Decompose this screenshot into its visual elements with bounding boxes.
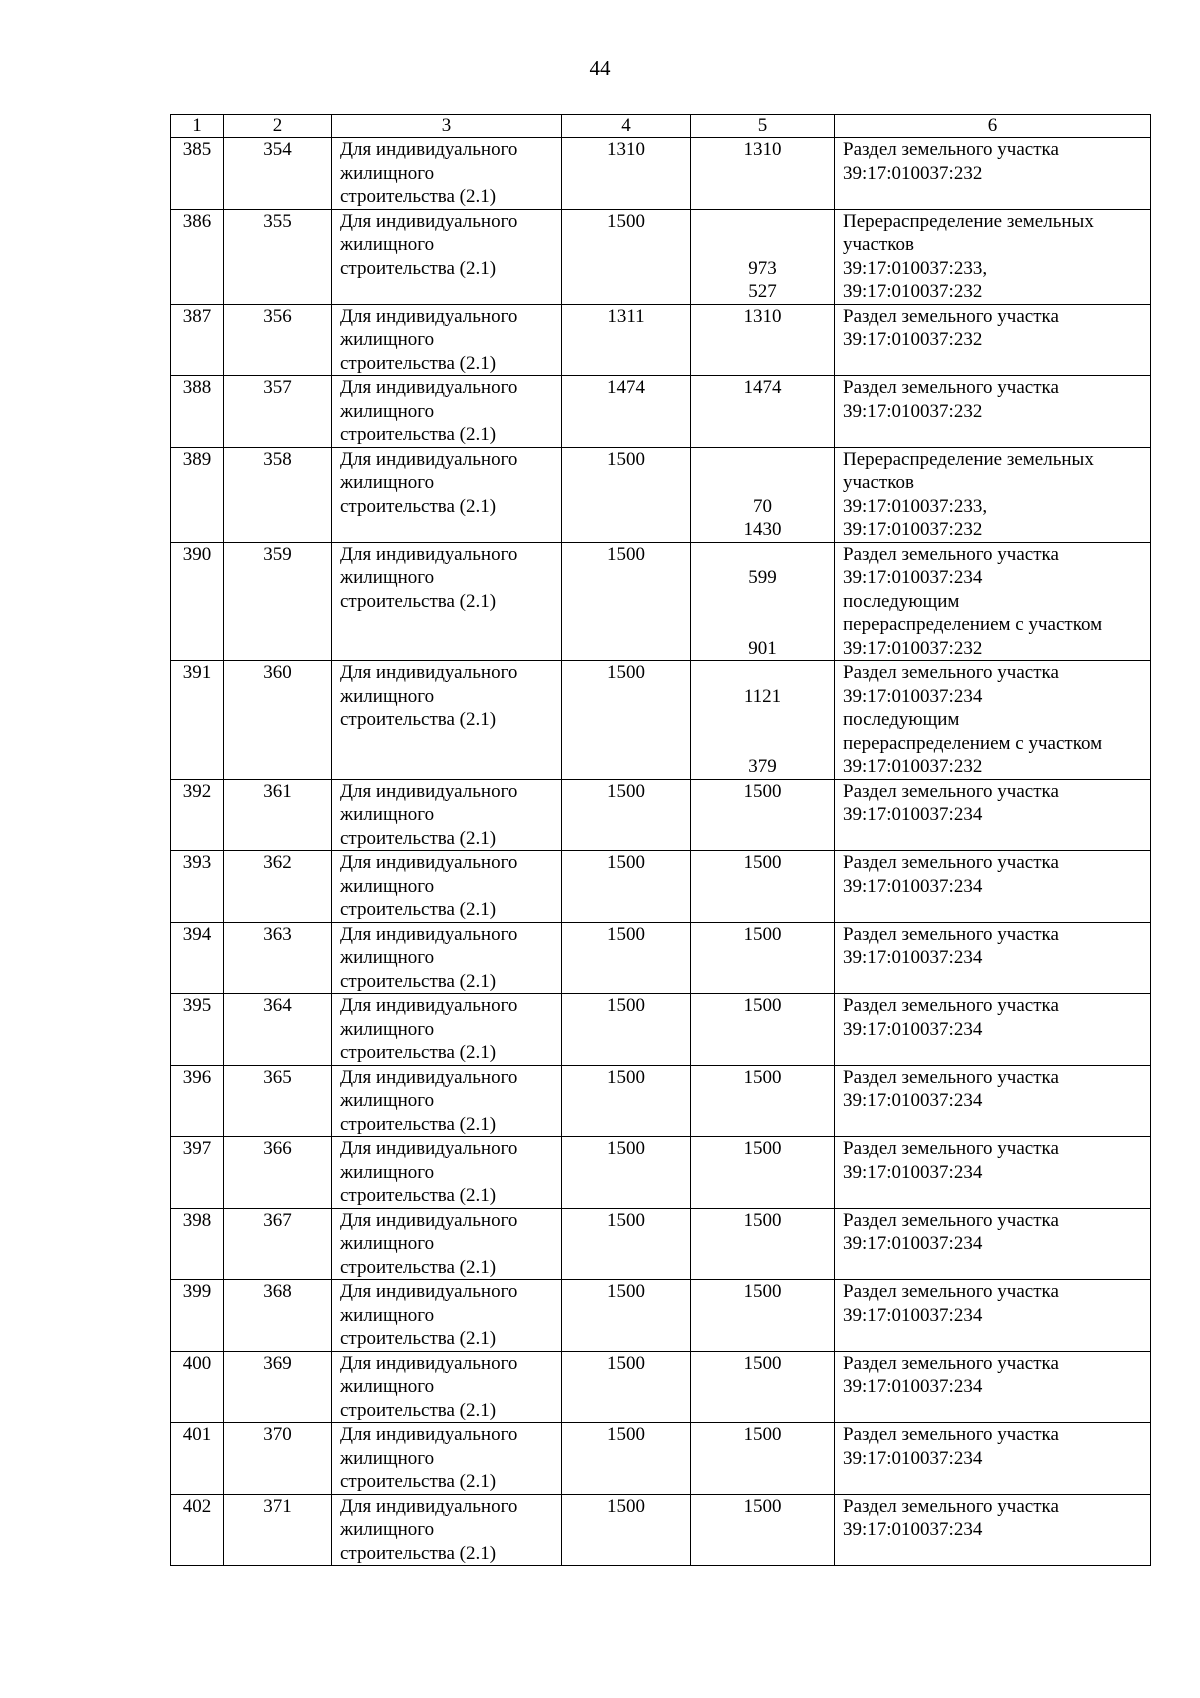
cell-line: жилищного <box>340 804 435 825</box>
formation-method-cell <box>835 304 1151 376</box>
cell-line: Раздел земельного участка <box>843 139 1059 160</box>
row-number-cell: 392 <box>171 779 224 851</box>
cell-line: Раздел земельного участка <box>843 1424 1059 1445</box>
planned-area-cell: 1500 <box>562 1351 691 1423</box>
plot-number-cell: 355 <box>224 209 332 304</box>
row-number-cell: 386 <box>171 209 224 304</box>
cell-line: последующим <box>843 709 960 730</box>
cell-line: Раздел земельного участка <box>843 1209 1059 1231</box>
cell-line: жилищного <box>340 472 435 493</box>
column-header: 4 <box>562 115 691 138</box>
planned-area-cell: 1500 <box>562 994 691 1066</box>
cell-line: жилищного <box>340 400 435 422</box>
cell-line: Перераспределение земельных <box>843 448 1094 470</box>
formation-method-cell <box>835 661 1151 780</box>
table-row <box>171 138 1151 210</box>
plot-number-cell: 370 <box>224 1423 332 1495</box>
table-row <box>171 1423 1151 1495</box>
cell-line <box>699 210 826 234</box>
cell-line: 39:17:010037:232 <box>843 329 983 350</box>
cell-line: строительства (2.1) <box>340 899 497 920</box>
cell-line: 1121 <box>743 685 782 707</box>
cell-line: жилищного <box>340 162 435 184</box>
cell-line: строительства (2.1) <box>340 495 497 517</box>
planned-area-cell: 1474 <box>562 376 691 448</box>
planned-area-cell: 1500 <box>562 209 691 304</box>
formation-method-cell <box>835 851 1151 923</box>
cell-line <box>699 471 826 495</box>
cell-line: Для индивидуального <box>340 1352 518 1374</box>
plot-number-cell: 366 <box>224 1137 332 1209</box>
planned-area-cell: 1500 <box>562 1423 691 1495</box>
planned-area-cell: 1311 <box>562 304 691 376</box>
cell-line: строительства (2.1) <box>340 1042 497 1063</box>
cell-line <box>699 732 826 756</box>
planned-area-cell: 1500 <box>562 851 691 923</box>
area-value-cell <box>691 661 835 780</box>
cell-line: 1500 <box>743 780 782 802</box>
permitted-use-cell <box>332 1494 562 1566</box>
cell-line: 1500 <box>743 995 782 1016</box>
row-number-cell: 395 <box>171 994 224 1066</box>
cell-line: 39:17:010037:232 <box>843 281 983 302</box>
formation-method-cell <box>835 1280 1151 1352</box>
permitted-use-cell <box>332 376 562 448</box>
cell-line: Раздел земельного участка <box>843 377 1059 398</box>
permitted-use-cell <box>332 922 562 994</box>
cell-line: 973 <box>748 257 777 279</box>
cell-line: Для индивидуального <box>340 543 518 565</box>
cell-line: строительства (2.1) <box>340 186 497 207</box>
cell-line: перераспределением с участком <box>843 614 1103 635</box>
permitted-use-cell <box>332 542 562 661</box>
formation-method-cell <box>835 1494 1151 1566</box>
cell-line: Раздел земельного участка <box>843 923 1059 945</box>
cell-line: 599 <box>748 567 777 588</box>
cell-line: 39:17:010037:234 <box>843 1018 983 1040</box>
plot-number-cell: 371 <box>224 1494 332 1566</box>
cell-line: 1500 <box>743 852 782 873</box>
cell-line: Раздел земельного участка <box>843 780 1059 802</box>
column-header: 5 <box>691 115 835 138</box>
plot-number-cell: 363 <box>224 922 332 994</box>
cell-line: жилищного <box>340 1018 435 1040</box>
cell-line: Для индивидуального <box>340 852 518 873</box>
plot-number-cell: 360 <box>224 661 332 780</box>
cell-line: участков <box>843 472 914 493</box>
table-row <box>171 209 1151 304</box>
cell-line: 39:17:010037:234 <box>843 947 983 968</box>
permitted-use-cell <box>332 1280 562 1352</box>
planned-area-cell: 1310 <box>562 138 691 210</box>
cell-line: жилищного <box>340 1233 435 1254</box>
cell-line: 1500 <box>743 1424 782 1445</box>
cell-line: строительства (2.1) <box>340 1471 497 1492</box>
formation-method-cell <box>835 1423 1151 1495</box>
cell-line: 39:17:010037:232 <box>843 162 983 184</box>
formation-method-cell <box>835 779 1151 851</box>
area-value-cell <box>691 138 835 210</box>
cell-line: строительства (2.1) <box>340 1399 497 1421</box>
cell-line: строительства (2.1) <box>340 1113 497 1135</box>
cell-line: строительства (2.1) <box>340 827 497 849</box>
row-number-cell: 394 <box>171 922 224 994</box>
table-row <box>171 994 1151 1066</box>
cell-line: Для индивидуального <box>340 923 518 945</box>
area-value-cell <box>691 1494 835 1566</box>
permitted-use-cell <box>332 209 562 304</box>
cell-line <box>699 590 826 614</box>
formation-method-cell <box>835 994 1151 1066</box>
area-value-cell <box>691 1065 835 1137</box>
cell-line: 39:17:010037:234 <box>843 567 983 588</box>
formation-method-cell <box>835 1208 1151 1280</box>
planned-area-cell: 1500 <box>562 1137 691 1209</box>
permitted-use-cell <box>332 661 562 780</box>
cell-line: Для индивидуального <box>340 1495 518 1517</box>
area-value-cell <box>691 1280 835 1352</box>
cell-line: жилищного <box>340 567 435 588</box>
cell-line: Для индивидуального <box>340 1424 518 1445</box>
formation-method-cell <box>835 1065 1151 1137</box>
cell-line: жилищного <box>340 947 435 968</box>
cell-line: Для индивидуального <box>340 139 518 160</box>
plot-number-cell: 361 <box>224 779 332 851</box>
cell-line: 39:17:010037:234 <box>843 685 983 707</box>
cell-line: 1500 <box>743 1352 782 1374</box>
cell-line: жилищного <box>340 234 435 255</box>
cell-line: жилищного <box>340 1519 435 1540</box>
area-value-cell <box>691 1208 835 1280</box>
cell-line: 39:17:010037:233, <box>843 495 988 517</box>
cell-line: Раздел земельного участка <box>843 995 1059 1016</box>
page-number: 44 <box>589 56 611 80</box>
cell-line <box>699 543 826 567</box>
plot-number-cell: 367 <box>224 1208 332 1280</box>
cell-line: Для индивидуального <box>340 1281 518 1302</box>
cell-line: строительства (2.1) <box>340 424 497 445</box>
area-value-cell <box>691 304 835 376</box>
cell-line: 39:17:010037:232 <box>843 756 983 777</box>
row-number-cell: 390 <box>171 542 224 661</box>
cell-line: Раздел земельного участка <box>843 543 1059 565</box>
cell-line: Для индивидуального <box>340 1209 518 1231</box>
cell-line: строительства (2.1) <box>340 1185 497 1206</box>
cell-line: 39:17:010037:232 <box>843 400 983 422</box>
formation-method-cell <box>835 138 1151 210</box>
cell-line: 39:17:010037:234 <box>843 1447 983 1469</box>
registry-table <box>170 114 1151 1566</box>
area-value-cell <box>691 209 835 304</box>
row-number-cell: 396 <box>171 1065 224 1137</box>
cell-line: Для индивидуального <box>340 377 518 398</box>
cell-line: 39:17:010037:234 <box>843 804 983 825</box>
planned-area-cell: 1500 <box>562 1065 691 1137</box>
cell-line: Раздел земельного участка <box>843 662 1059 683</box>
plot-number-cell: 354 <box>224 138 332 210</box>
cell-line: 901 <box>748 637 777 659</box>
row-number-cell: 393 <box>171 851 224 923</box>
cell-line: 39:17:010037:234 <box>843 1519 983 1540</box>
cell-line <box>699 233 826 257</box>
cell-line: 379 <box>748 756 777 777</box>
area-value-cell <box>691 851 835 923</box>
table-row <box>171 542 1151 661</box>
formation-method-cell <box>835 376 1151 448</box>
cell-line: строительства (2.1) <box>340 590 497 612</box>
cell-line <box>699 448 826 472</box>
row-number-cell: 389 <box>171 447 224 542</box>
row-number-cell: 387 <box>171 304 224 376</box>
plot-number-cell: 356 <box>224 304 332 376</box>
column-header: 6 <box>835 115 1151 138</box>
cell-line: жилищного <box>340 1304 435 1326</box>
table-row <box>171 1351 1151 1423</box>
planned-area-cell: 1500 <box>562 922 691 994</box>
formation-method-cell <box>835 922 1151 994</box>
cell-line: 1310 <box>743 305 782 327</box>
planned-area-cell: 1500 <box>562 1208 691 1280</box>
table-row <box>171 1137 1151 1209</box>
cell-line: Раздел земельного участка <box>843 1066 1059 1088</box>
cell-line: жилищного <box>340 1376 435 1397</box>
planned-area-cell: 1500 <box>562 542 691 661</box>
area-value-cell <box>691 994 835 1066</box>
cell-line: Для индивидуального <box>340 1066 518 1088</box>
planned-area-cell: 1500 <box>562 779 691 851</box>
table-row <box>171 661 1151 780</box>
cell-line: 1500 <box>743 1209 782 1231</box>
permitted-use-cell <box>332 1351 562 1423</box>
permitted-use-cell <box>332 779 562 851</box>
cell-line: жилищного <box>340 685 435 707</box>
plot-number-cell: 362 <box>224 851 332 923</box>
cell-line: 1500 <box>743 1138 782 1159</box>
cell-line: Перераспределение земельных <box>843 210 1094 232</box>
cell-line: Для индивидуального <box>340 1138 518 1159</box>
cell-line: 39:17:010037:233, <box>843 257 988 279</box>
cell-line: 39:17:010037:234 <box>843 875 983 897</box>
cell-line: 39:17:010037:234 <box>843 1161 983 1183</box>
column-header: 2 <box>224 115 332 138</box>
cell-line: Для индивидуального <box>340 210 518 232</box>
cell-line: строительства (2.1) <box>340 970 497 992</box>
permitted-use-cell <box>332 1065 562 1137</box>
cell-line: 39:17:010037:234 <box>843 1376 983 1397</box>
area-value-cell <box>691 1351 835 1423</box>
plot-number-cell: 357 <box>224 376 332 448</box>
row-number-cell: 402 <box>171 1494 224 1566</box>
row-number-cell: 400 <box>171 1351 224 1423</box>
area-value-cell <box>691 779 835 851</box>
cell-line: перераспределением с участком <box>843 732 1103 754</box>
table-row <box>171 1494 1151 1566</box>
plot-number-cell: 364 <box>224 994 332 1066</box>
cell-line: участков <box>843 234 914 255</box>
cell-line: 1500 <box>743 923 782 945</box>
row-number-cell: 388 <box>171 376 224 448</box>
cell-line: Раздел земельного участка <box>843 1138 1059 1159</box>
cell-line: Раздел земельного участка <box>843 1352 1059 1374</box>
formation-method-cell <box>835 1351 1151 1423</box>
row-number-cell: 397 <box>171 1137 224 1209</box>
permitted-use-cell <box>332 304 562 376</box>
formation-method-cell <box>835 447 1151 542</box>
cell-line: Раздел земельного участка <box>843 852 1059 873</box>
cell-line: 39:17:010037:234 <box>843 1233 983 1254</box>
table-row <box>171 922 1151 994</box>
cell-line: жилищного <box>340 1090 435 1111</box>
permitted-use-cell <box>332 447 562 542</box>
cell-line: Для индивидуального <box>340 305 518 327</box>
table-row <box>171 851 1151 923</box>
cell-line: последующим <box>843 590 960 612</box>
cell-line: строительства (2.1) <box>340 257 497 279</box>
table-row <box>171 779 1151 851</box>
row-number-cell: 401 <box>171 1423 224 1495</box>
cell-line: 1310 <box>743 139 782 160</box>
permitted-use-cell <box>332 1208 562 1280</box>
area-value-cell <box>691 922 835 994</box>
cell-line: Для индивидуального <box>340 995 518 1016</box>
row-number-cell: 385 <box>171 138 224 210</box>
permitted-use-cell <box>332 851 562 923</box>
column-header: 1 <box>171 115 224 138</box>
cell-line: Для индивидуального <box>340 662 518 683</box>
table-row <box>171 1065 1151 1137</box>
cell-line <box>699 613 826 637</box>
cell-line: 39:17:010037:234 <box>843 1304 983 1326</box>
table-row <box>171 1208 1151 1280</box>
column-number-row <box>171 115 1151 138</box>
row-number-cell: 398 <box>171 1208 224 1280</box>
cell-line: строительства (2.1) <box>340 1542 497 1564</box>
plot-number-cell: 369 <box>224 1351 332 1423</box>
cell-line: Раздел земельного участка <box>843 1495 1059 1517</box>
area-value-cell <box>691 447 835 542</box>
area-value-cell <box>691 376 835 448</box>
plot-number-cell: 368 <box>224 1280 332 1352</box>
cell-line: строительства (2.1) <box>340 352 497 374</box>
cell-line: 70 <box>753 495 772 517</box>
permitted-use-cell <box>332 994 562 1066</box>
table-row <box>171 304 1151 376</box>
cell-line: жилищного <box>340 329 435 350</box>
cell-line: 1474 <box>743 377 782 398</box>
area-value-cell <box>691 542 835 661</box>
planned-area-cell: 1500 <box>562 1494 691 1566</box>
cell-line: строительства (2.1) <box>340 1256 497 1278</box>
cell-line: жилищного <box>340 875 435 897</box>
formation-method-cell <box>835 1137 1151 1209</box>
plot-number-cell: 358 <box>224 447 332 542</box>
plot-number-cell: 365 <box>224 1065 332 1137</box>
cell-line: Для индивидуального <box>340 448 518 470</box>
cell-line: 1430 <box>743 519 782 540</box>
permitted-use-cell <box>332 1137 562 1209</box>
cell-line: строительства (2.1) <box>340 709 497 730</box>
cell-line <box>699 708 826 732</box>
table-row <box>171 376 1151 448</box>
planned-area-cell: 1500 <box>562 661 691 780</box>
cell-line <box>699 661 826 685</box>
table-body <box>171 115 1151 1566</box>
formation-method-cell <box>835 209 1151 304</box>
area-value-cell <box>691 1423 835 1495</box>
cell-line: 1500 <box>743 1495 782 1517</box>
formation-method-cell <box>835 542 1151 661</box>
table-row <box>171 1280 1151 1352</box>
cell-line: жилищного <box>340 1161 435 1183</box>
row-number-cell: 391 <box>171 661 224 780</box>
cell-line: 39:17:010037:234 <box>843 1090 983 1111</box>
cell-line: 527 <box>748 281 777 302</box>
cell-line: 39:17:010037:232 <box>843 637 983 659</box>
cell-line: 1500 <box>743 1066 782 1088</box>
cell-line: 1500 <box>743 1281 782 1302</box>
column-header: 3 <box>332 115 562 138</box>
plot-number-cell: 359 <box>224 542 332 661</box>
permitted-use-cell <box>332 138 562 210</box>
area-value-cell <box>691 1137 835 1209</box>
cell-line: жилищного <box>340 1447 435 1469</box>
cell-line: Для индивидуального <box>340 780 518 802</box>
cell-line: строительства (2.1) <box>340 1328 497 1349</box>
cell-line: Раздел земельного участка <box>843 1281 1059 1302</box>
planned-area-cell: 1500 <box>562 447 691 542</box>
row-number-cell: 399 <box>171 1280 224 1352</box>
planned-area-cell: 1500 <box>562 1280 691 1352</box>
table-row <box>171 447 1151 542</box>
cell-line: Раздел земельного участка <box>843 305 1059 327</box>
permitted-use-cell <box>332 1423 562 1495</box>
cell-line: 39:17:010037:232 <box>843 519 983 540</box>
